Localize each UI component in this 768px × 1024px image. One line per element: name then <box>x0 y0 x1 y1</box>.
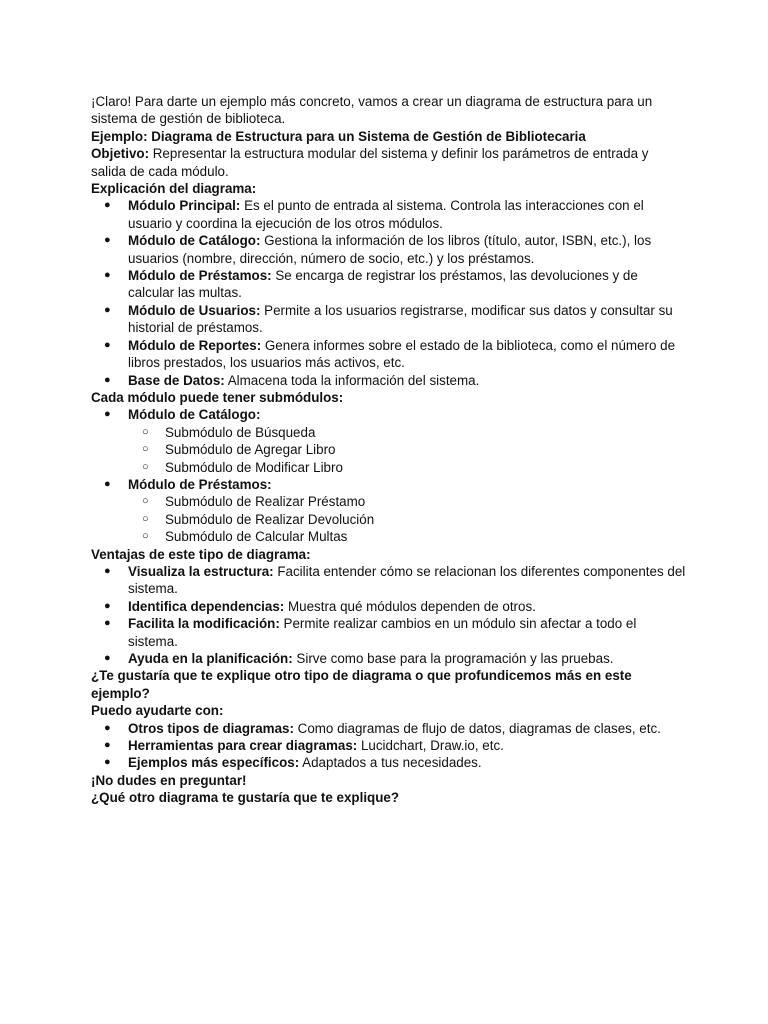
item-text: Facilita entender cómo se relacionan los diferentes componentes del sistema. <box>128 563 686 597</box>
item-text: Muestra qué módulos dependen de otros. <box>284 598 536 614</box>
item-text: Almacena toda la información del sistema. <box>224 372 480 388</box>
item-label: Visualiza la estructura: <box>128 563 274 579</box>
submodule-list <box>128 493 687 545</box>
sublist-item: ○ Submódulo de Búsqueda <box>128 424 687 441</box>
objective-paragraph <box>91 145 687 180</box>
item-label: Base de Datos: <box>128 372 225 388</box>
item-label: Herramientas para crear diagramas: <box>128 738 358 754</box>
help-list <box>91 720 687 772</box>
item-label: Identifica dependencias: <box>128 598 285 614</box>
item-label: Módulo de Catálogo: <box>128 233 261 249</box>
item-label: Módulo de Préstamos: <box>128 268 272 284</box>
item-label: Ayuda en la planificación: <box>128 651 293 666</box>
list-item <box>91 598 687 615</box>
submodules-heading: Cada módulo puede tener submódulos: <box>91 389 344 405</box>
objective-text: Representar la estructura modular del sistema y definir los parámetros de entrada y salida de cada módulo. <box>91 146 649 179</box>
list-item <box>91 406 687 476</box>
intro-paragraph: ¡Claro! Para darte un ejemplo más concreto, vamos a crear un diagrama de estructura para un sistema de gestión de biblioteca. <box>91 94 653 127</box>
advantages-heading: Ventajas de este tipo de diagrama: <box>91 546 311 562</box>
list-item <box>91 720 687 737</box>
help-heading: Puedo ayudarte con: <box>91 703 224 719</box>
list-item <box>91 615 687 650</box>
item-text: Se encarga de registrar los préstamos, las devoluciones y de calcular las multas. <box>128 268 638 301</box>
advantages-list <box>91 563 687 667</box>
submodule-groups-list <box>91 406 687 545</box>
item-text: Permite a los usuarios registrarse, modificar sus datos y consultar su historial de préstamos. <box>128 302 673 336</box>
objective-label: Objetivo: <box>91 146 150 162</box>
item-text: Lucidchart, Draw.io, etc. <box>357 738 504 754</box>
item-label: Módulo de Reportes: <box>128 337 262 353</box>
document-title: Ejemplo: Diagrama de Estructura para un Sistema de Gestión de Bibliotecaria <box>91 128 586 144</box>
item-label: Facilita la modificación: <box>128 616 280 632</box>
list-item <box>91 754 687 771</box>
sublist-item: ○ Submódulo de Modificar Libro <box>128 459 687 476</box>
item-text: Adaptados a tus necesidades. <box>299 755 482 771</box>
submodule-list <box>128 424 687 476</box>
modules-list <box>91 197 687 388</box>
list-item <box>91 476 687 546</box>
item-text: Genera informes sobre el estado de la biblioteca, como el número de libros prestados, los usuarios más activos, etc. <box>128 337 676 371</box>
list-item <box>91 197 687 232</box>
closing-question: ¿Qué otro diagrama te gustaría que te explique? <box>91 790 400 806</box>
list-item <box>91 302 687 337</box>
item-text: Como diagramas de flujo de datos, diagramas de clases, etc. <box>293 720 661 736</box>
list-item <box>91 267 687 302</box>
item-text: Sirve como base para la programación y las pruebas. <box>292 651 614 666</box>
item-label: Módulo de Usuarios: <box>128 302 261 318</box>
explanation-heading: Explicación del diagrama: <box>91 181 257 197</box>
list-item <box>91 737 687 754</box>
sublist-item: ○ Submódulo de Realizar Préstamo <box>128 493 687 510</box>
item-label: Módulo Principal: <box>128 198 241 214</box>
item-label: Otros tipos de diagramas: <box>128 720 294 736</box>
list-item <box>91 232 687 267</box>
item-label: Ejemplos más específicos: <box>128 755 300 771</box>
item-label: Módulo de Préstamos: <box>128 476 272 492</box>
closing-line: ¡No dudes en preguntar! <box>91 772 247 788</box>
sublist-item: ○ Submódulo de Calcular Multas <box>128 528 687 545</box>
item-text: Gestiona la información de los libros (título, autor, ISBN, etc.), los usuarios (nombre, dirección, número de socio, etc.) y los préstamos. <box>128 233 652 266</box>
item-label: Módulo de Catálogo: <box>128 407 261 423</box>
item-text: Permite realizar cambios en un módulo sin afectar a todo el sistema. <box>128 616 637 649</box>
document-body <box>91 93 687 807</box>
item-text: Es el punto de entrada al sistema. Controla las interacciones con el usuario y coordina la ejecución de los otros módulos. <box>128 198 644 231</box>
sublist-item: ○ Submódulo de Agregar Libro <box>128 441 687 458</box>
list-item <box>91 372 687 389</box>
list-item <box>91 650 687 667</box>
sublist-item: ○ Submódulo de Realizar Devolución <box>128 511 687 528</box>
follow-up-question: ¿Te gustaría que te explique otro tipo de diagrama o que profundicemos más en este ejemplo? <box>91 668 632 701</box>
list-item <box>91 337 687 372</box>
list-item <box>91 563 687 598</box>
